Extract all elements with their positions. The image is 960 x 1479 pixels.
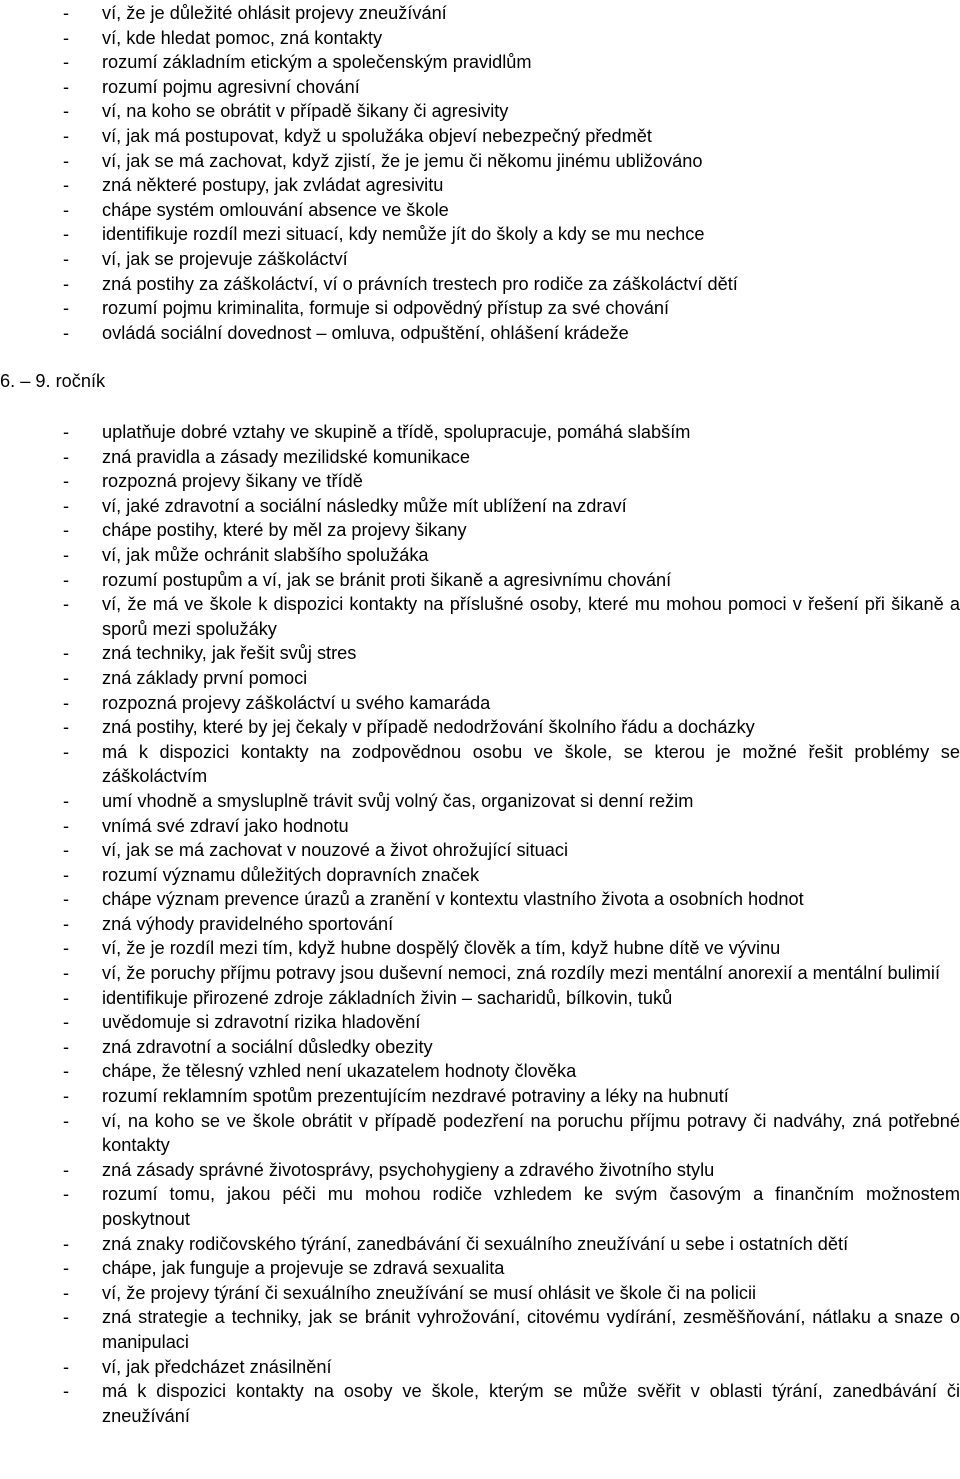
list-item-text: chápe postihy, které by měl za projevy šikany <box>102 520 467 541</box>
bullet-dash: - <box>63 52 70 73</box>
bullet-dash: - <box>63 322 70 343</box>
list-item-text: ví, že projevy týrání či sexuálního zneužívání se musí ohlásit ve škole či na policii <box>102 1282 757 1303</box>
list-item <box>0 740 960 789</box>
bullet-dash: - <box>63 1086 70 1107</box>
list-item-text: ví, kde hledat pomoc, zná kontakty <box>102 27 383 48</box>
list-item-text: ví, na koho se obrátit v případě šikany či agresivity <box>102 101 509 122</box>
list-item <box>0 1084 960 1109</box>
list-item <box>0 666 960 691</box>
bullet-dash: - <box>63 125 70 146</box>
list-item-text: zná zdravotní a sociální důsledky obezity <box>102 1036 433 1057</box>
list-item <box>0 1355 960 1380</box>
bullet-dash: - <box>63 692 70 713</box>
list-item-text: ví, jak se projevuje záškoláctví <box>102 248 348 269</box>
bullet-dash: - <box>63 938 70 959</box>
bullet-dash: - <box>63 1184 70 1205</box>
bullet-dash: - <box>63 175 70 196</box>
bullet-dash: - <box>63 963 70 984</box>
list-item <box>0 1182 960 1231</box>
list-item-text: ví, že má ve škole k dispozici kontakty na příslušné osoby, které mu mohou pomoci v řešení při šikaně a sporů mezi spolužáky <box>102 594 960 639</box>
bullet-dash: - <box>63 741 70 762</box>
list-item <box>0 124 960 149</box>
list-item-text: zná základy první pomoci <box>102 667 308 688</box>
list-item <box>0 247 960 272</box>
list-item-text: zná postihy za záškoláctví, ví o právních trestech pro rodiče za záškoláctví dětí <box>102 273 738 294</box>
list-item <box>0 494 960 519</box>
competency-list-grades-6-9 <box>0 420 960 1428</box>
list-item <box>0 1379 960 1428</box>
list-item-text: zná techniky, jak řešit svůj stres <box>102 643 357 664</box>
list-item-text: umí vhodně a smysluplně trávit svůj volný čas, organizovat si denní režim <box>102 790 694 811</box>
list-item <box>0 986 960 1011</box>
bullet-dash: - <box>63 1012 70 1033</box>
bullet-dash: - <box>63 840 70 861</box>
bullet-dash: - <box>63 1110 70 1131</box>
bullet-dash: - <box>63 422 70 442</box>
bullet-dash: - <box>63 643 70 664</box>
list-item <box>0 1109 960 1158</box>
list-item <box>0 912 960 937</box>
bullet-dash: - <box>63 298 70 319</box>
list-item <box>0 1010 960 1035</box>
bullet-dash: - <box>63 987 70 1008</box>
list-item-text: uplatňuje dobré vztahy ve skupině a třídě, spolupracuje, pomáhá slabším <box>102 422 691 442</box>
bullet-dash: - <box>63 1356 70 1377</box>
list-item-text: ví, na koho se ve škole obrátit v případě podezření na poruchu příjmu potravy či nadváhy, zná potřebné kontakty <box>102 1110 960 1156</box>
list-item <box>0 26 960 51</box>
list-item <box>0 420 960 445</box>
bullet-dash: - <box>63 1061 70 1082</box>
list-item <box>0 99 960 124</box>
list-item <box>0 568 960 593</box>
list-item <box>0 814 960 839</box>
list-item-text: rozumí postupům a ví, jak se bránit proti šikaně a agresivnímu chování <box>102 569 672 590</box>
list-item-text: vnímá své zdraví jako hodnotu <box>102 815 349 836</box>
list-item <box>0 518 960 543</box>
bullet-dash: - <box>63 1282 70 1303</box>
bullet-dash: - <box>63 27 70 48</box>
list-item-text: chápe, že tělesný vzhled není ukazatelem hodnoty člověka <box>102 1061 577 1082</box>
list-item <box>0 789 960 814</box>
bullet-dash: - <box>63 248 70 269</box>
list-item-text: rozumí pojmu kriminalita, formuje si odpovědný přístup za své chování <box>102 298 670 319</box>
list-item-text: ví, že je důležité ohlásit projevy zneužívání <box>102 3 447 23</box>
list-item <box>0 149 960 174</box>
list-item-text: chápe systém omlouvání absence ve škole <box>102 199 449 220</box>
list-item-text: rozpozná projevy záškoláctví u svého kamaráda <box>102 692 491 713</box>
list-item-text: rozumí reklamním spotům prezentujícím nezdravé potraviny a léky na hubnutí <box>102 1086 729 1107</box>
list-item <box>0 1281 960 1306</box>
bullet-dash: - <box>63 199 70 220</box>
list-item <box>0 887 960 912</box>
list-item-text: rozumí základním etickým a společenským pravidlům <box>102 52 532 73</box>
list-item <box>0 1305 960 1354</box>
bullet-dash: - <box>63 1233 70 1254</box>
list-item-text: ovládá sociální dovednost – omluva, odpuštění, ohlášení krádeže <box>102 322 629 343</box>
list-item-text: zná znaky rodičovského týrání, zanedbávání či sexuálního zneužívání u sebe i ostatních dětí <box>102 1233 849 1254</box>
bullet-dash: - <box>63 913 70 934</box>
list-item <box>0 1059 960 1084</box>
list-item <box>0 936 960 961</box>
list-item-text: zná zásady správné životosprávy, psychohygieny a zdravého životního stylu <box>102 1159 715 1180</box>
list-item <box>0 592 960 641</box>
bullet-dash: - <box>63 3 70 23</box>
bullet-dash: - <box>63 1036 70 1057</box>
list-item-text: ví, jak předcházet znásilnění <box>102 1356 332 1377</box>
list-item-text: rozumí pojmu agresivní chování <box>102 76 360 97</box>
list-item <box>0 469 960 494</box>
list-item <box>0 1232 960 1257</box>
list-item-text: ví, jaké zdravotní a sociální následky může mít ublížení na zdraví <box>102 495 627 516</box>
bullet-dash: - <box>63 101 70 122</box>
bullet-dash: - <box>63 273 70 294</box>
bullet-dash: - <box>63 790 70 811</box>
bullet-dash: - <box>63 446 70 467</box>
list-item <box>0 173 960 198</box>
bullet-dash: - <box>63 76 70 97</box>
competency-list-lower-grades <box>0 1 960 345</box>
list-item <box>0 222 960 247</box>
list-item-text: zná pravidla a zásady mezilidské komunikace <box>102 446 470 467</box>
bullet-dash: - <box>63 495 70 516</box>
list-item <box>0 863 960 888</box>
list-item-text: ví, že poruchy příjmu potravy jsou duševní nemoci, zná rozdíly mezi mentální anorexií a mentální bulimií <box>102 963 941 984</box>
list-item-text: rozumí tomu, jakou péči mu mohou rodiče vzhledem ke svým časovým a finančním možnostem poskytnout <box>102 1184 960 1229</box>
list-item-text: ví, jak může ochránit slabšího spolužáka <box>102 544 429 565</box>
bullet-dash: - <box>63 889 70 910</box>
list-item <box>0 198 960 223</box>
list-item <box>0 641 960 666</box>
bullet-dash: - <box>63 1307 70 1328</box>
list-item-text: ví, jak se má zachovat v nouzové a život ohrožující situaci <box>102 840 569 861</box>
list-item-text: ví, že je rozdíl mezi tím, když hubne dospělý člověk a tím, když hubne dítě ve vývinu <box>102 938 781 959</box>
list-item-text: chápe význam prevence úrazů a zranění v kontextu vlastního života a osobních hodnot <box>102 889 804 910</box>
list-item-text: chápe, jak funguje a projevuje se zdravá sexualita <box>102 1258 505 1279</box>
list-item-text: má k dispozici kontakty na zodpovědnou osobu ve škole, se kterou je možné řešit problémy se záškoláctvím <box>102 741 960 787</box>
list-item-text: rozumí významu důležitých dopravních značek <box>102 864 480 885</box>
list-item-text: má k dispozici kontakty na osoby ve škole, kterým se může svěřit v oblasti týrání, zanedbávání či zneužívání <box>102 1381 960 1426</box>
list-item <box>0 1256 960 1281</box>
bullet-dash: - <box>63 520 70 541</box>
bullet-dash: - <box>63 594 70 615</box>
grade-heading: 6. – 9. ročník <box>0 371 106 391</box>
list-item <box>0 543 960 568</box>
bullet-dash: - <box>63 1159 70 1180</box>
list-item-text: zná postihy, které by jej čekaly v případě nedodržování školního řádu a docházky <box>102 717 755 738</box>
list-item <box>0 296 960 321</box>
bullet-dash: - <box>63 667 70 688</box>
list-item <box>0 715 960 740</box>
list-item <box>0 321 960 346</box>
list-item-text: identifikuje rozdíl mezi situací, kdy nemůže jít do školy a kdy se mu nechce <box>102 224 705 245</box>
list-item-text: identifikuje přirozené zdroje základních živin – sacharidů, bílkovin, tuků <box>102 987 673 1008</box>
bullet-dash: - <box>63 471 70 492</box>
list-item <box>0 1 960 26</box>
bullet-dash: - <box>63 815 70 836</box>
list-item <box>0 691 960 716</box>
list-item-text: zná strategie a techniky, jak se bránit vyhrožování, citovému vydírání, zesměšňování, nátlaku a snaze o manipulaci <box>102 1307 960 1352</box>
bullet-dash: - <box>63 1258 70 1279</box>
list-item-text: ví, jak se má zachovat, když zjistí, že je jemu či někomu jinému ubližováno <box>102 150 703 171</box>
list-item-text: zná výhody pravidelného sportování <box>102 913 394 934</box>
list-item <box>0 838 960 863</box>
list-item <box>0 1158 960 1183</box>
bullet-dash: - <box>63 864 70 885</box>
bullet-dash: - <box>63 569 70 590</box>
list-item <box>0 961 960 986</box>
list-item <box>0 75 960 100</box>
bullet-dash: - <box>63 717 70 738</box>
bullet-dash: - <box>63 1381 70 1402</box>
list-item-text: uvědomuje si zdravotní rizika hladovění <box>102 1012 421 1033</box>
bullet-dash: - <box>63 150 70 171</box>
list-item <box>0 1035 960 1060</box>
bullet-dash: - <box>63 224 70 245</box>
list-item-text: rozpozná projevy šikany ve třídě <box>102 471 363 492</box>
list-item <box>0 445 960 470</box>
bullet-dash: - <box>63 544 70 565</box>
list-item-text: zná některé postupy, jak zvládat agresivitu <box>102 175 444 196</box>
list-item-text: ví, jak má postupovat, když u spolužáka objeví nebezpečný předmět <box>102 125 652 146</box>
list-item <box>0 50 960 75</box>
list-item <box>0 272 960 297</box>
